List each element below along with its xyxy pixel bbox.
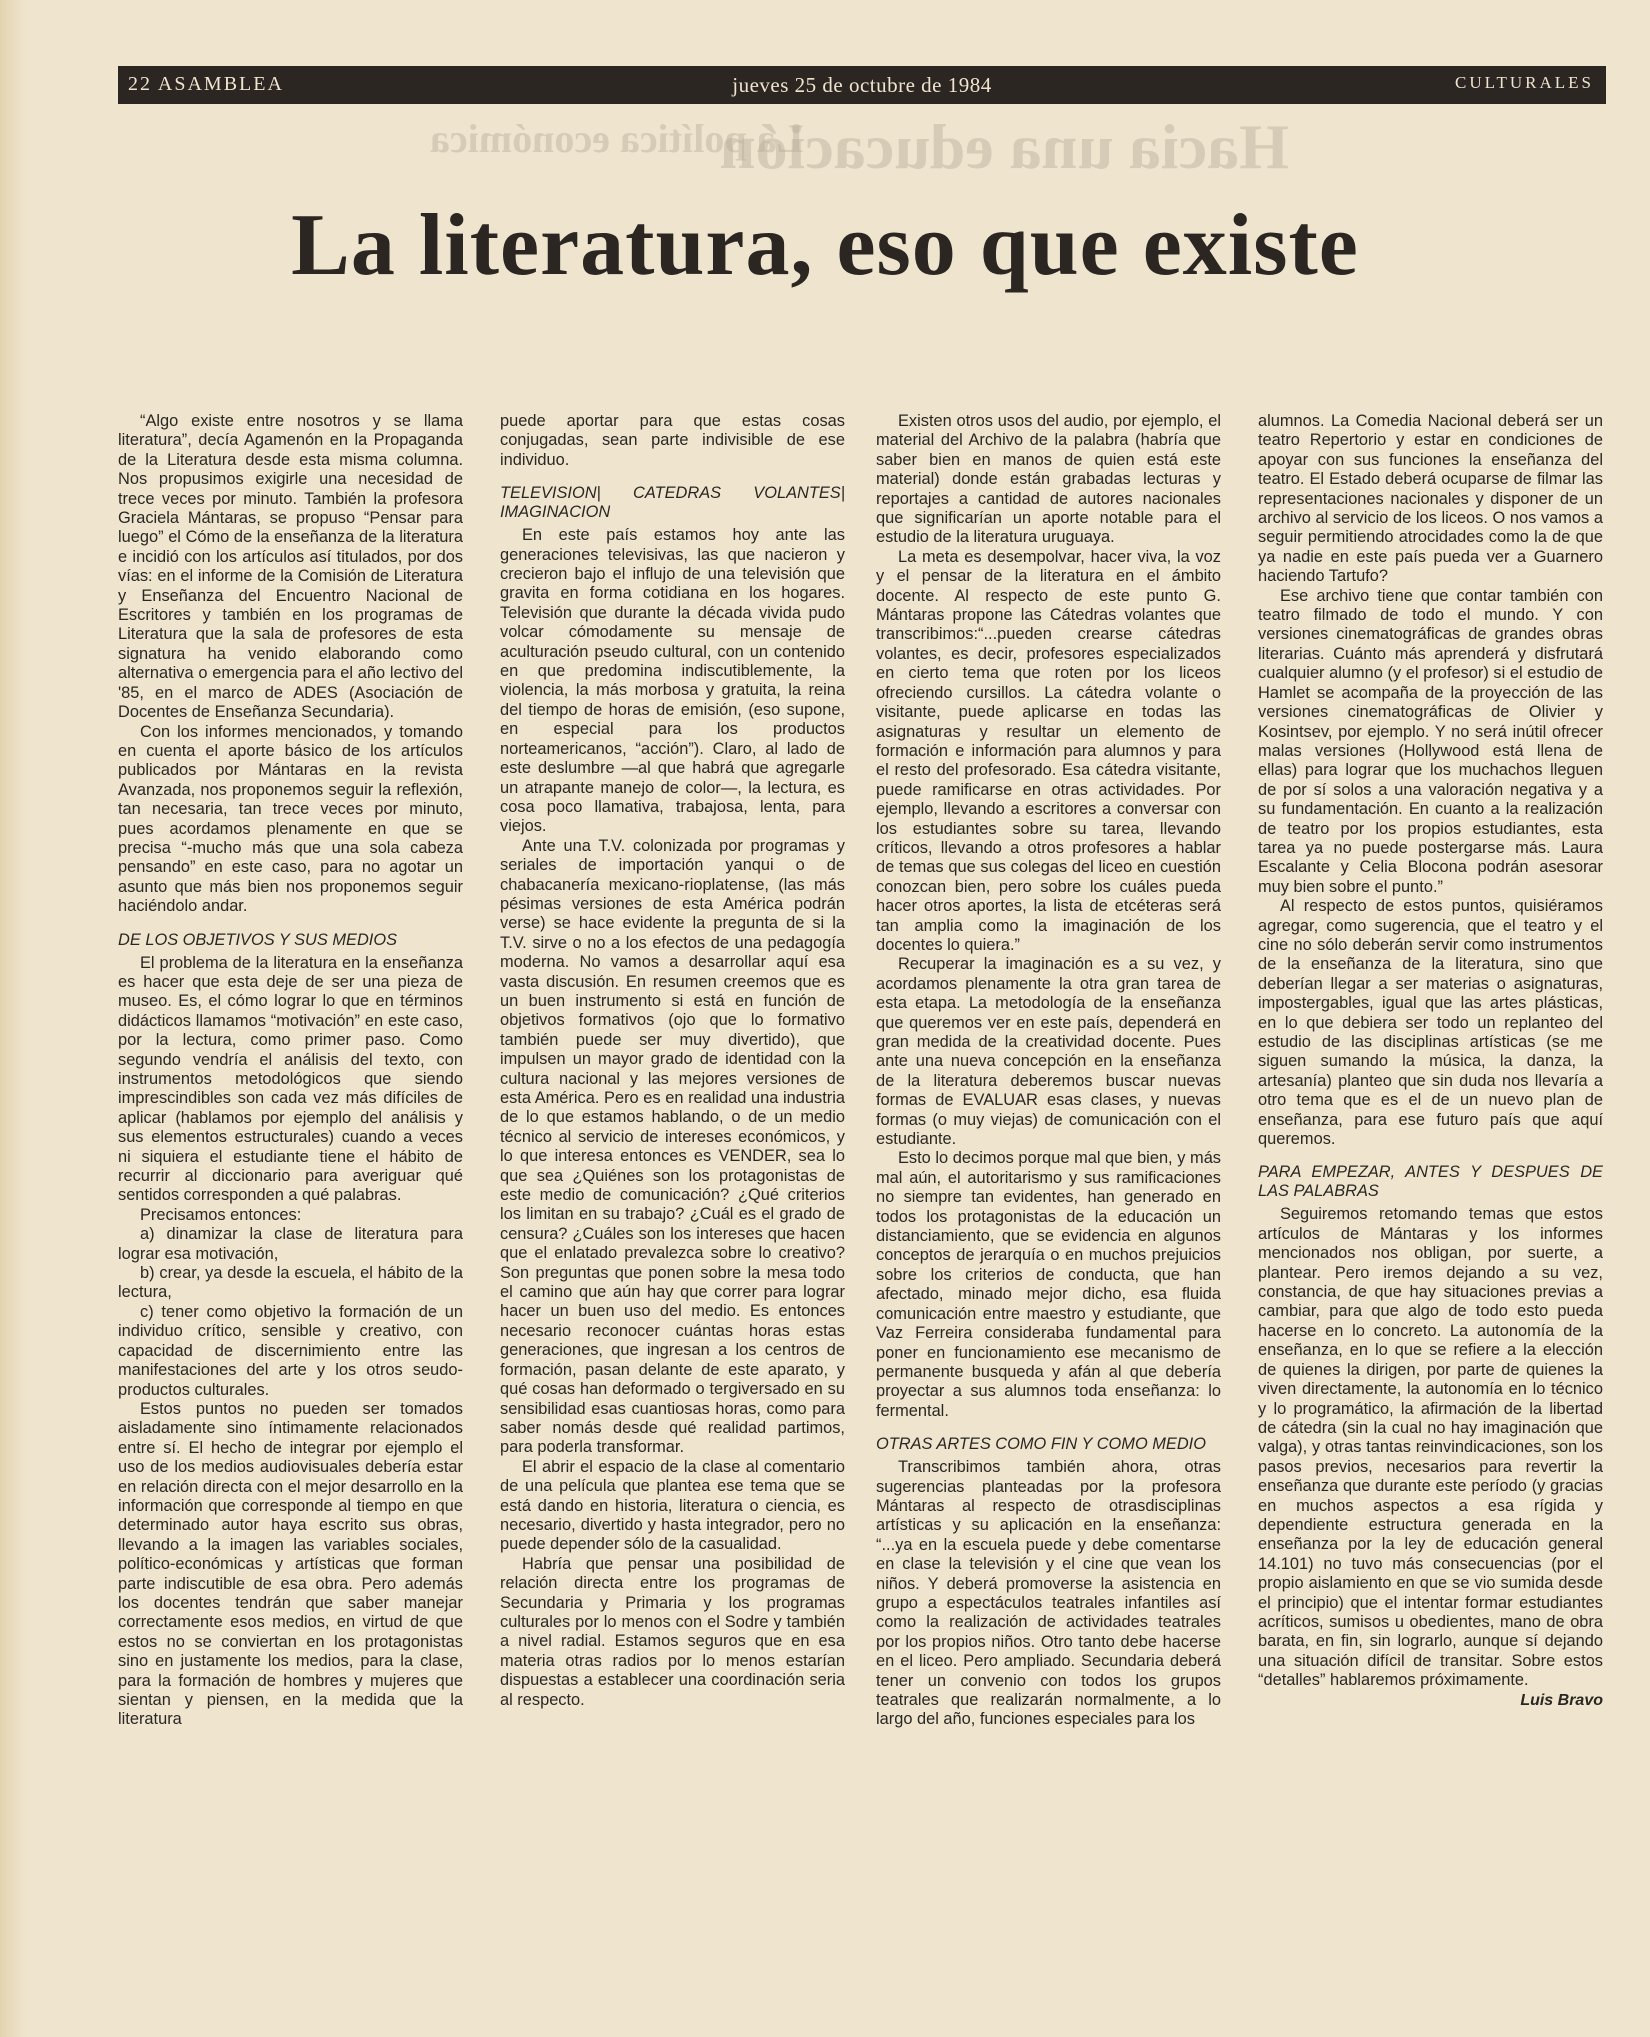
paragraph: a) dinamizar la clase de literatura para lograr esa motivación,	[118, 1225, 463, 1263]
paragraph: Esto lo decimos porque mal que bien, y más mal aún, el autoritarismo y sus ramificaciones no siempre tan evidentes, han generado en todos los protagonistas de la educación un distanciamiento, que se evidencia en algunos conceptos de jerarquía o en muchos prejuicios sobre los criterios de conducta, que han afectado, minado mejor dicho, esa fluida comunicación entre maestro y estudiante, que Vaz Ferreira consideraba fundamental para poner en funcionamiento ese mecanismo de permanente busqueda y afán al que debería proyectar a sus alumnos toda enseñanza: lo fermental.	[876, 1149, 1221, 1420]
page-header	[118, 66, 1606, 104]
paragraph: Seguiremos retomando temas que estos artículos de Mántaras y los informes mencionados nos obligan, por suerte, a plantear. Pero iremos dejando a su vez, constancia, de que hay situaciones previas a cambiar, para que algo de todo esto pueda hacerse en lo concreto. La autonomía de la enseñanza, en lo que se refiere a la elección de quienes la dirigen, por parte de quienes la viven directamente, la autonomía en lo técnico y lo programático, la afirmación de la libertad de cátedra (sin la cual no hay imaginación que valga), y otras tantas reinvindicaciones, son los pasos previos, necesarios para revertir la enseñanza que durante este período (y gracias en muchos aspectos a esa rígida y dependiente estructura generada en la enseñanza por la ley de educación general 14.101) no tuvo más consecuencias (por el propio aislamiento en que se vio sumida desde el principio) que el intentar formar estudiantes acríticos, sumisos u obedientes, mano de obra barata, en fin, sin lograrlo, aunque sí dejando una situación difícil de transitar. Sobre estos “detalles” hablaremos próximamente.	[1258, 1205, 1603, 1690]
paragraph: La meta es desempolvar, hacer viva, la voz y el pensar de la literatura en el ámbito docente. Al respecto de este punto G. Mántaras propone las Cátedras volantes que transcribimos:“...pueden crearse cátedras volantes, es decir, profesores especializados en cierto tema que roten por los liceos ofreciendo cursillos. La cátedra volante o visitante, puede aplicarse en todas las asignaturas y resultar un elemento de formación e información para alumnos y para el resto del profesorado. Esa cátedra visitante, puede ramificarse en otras actividades. Por ejemplo, llevando a escritores a conversar con los estudiantes sobre su tarea, llevando críticos, llevando a otros profesores a hablar de temas que sus colegas del liceo en cuestión conozcan bien, pero sobre los cuáles pueda hacer otros aportes, la lista de etcéteras será tan amplia como la imaginación de los docentes lo quiera.”	[876, 547, 1221, 954]
paragraph: “Algo existe entre nosotros y se llama literatura”, decía Agamenón en la Propaganda de la Literatura desde esta misma columna. Nos propusimos exigirle una necesidad de trece veces por minuto. También la profesora Graciela Mántaras, se propuso “Pensar para luego” el Cómo de la enseñanza de la literatura e incidió con los artículos así titulados, por dos vías: en el informe de la Comisión de Literatura y Enseñanza del Encuentro Nacional de Escritores y también en los programas de Literatura que la sala de profesores de esta signatura ha venido elaborando como alternativa o emergencia para el año lectivo del '85, en el marco de ADES (Asociación de Docentes de Enseñanza Secundaria).	[118, 412, 463, 722]
paragraph: El abrir el espacio de la clase al comentario de una película que plantea ese tema que se está dando en historia, literatura o ciencia, es necesario, divertido y hasta integrador, pero no puede depender sólo de la casualidad.	[500, 1457, 845, 1554]
subheading: OTRAS ARTES COMO FIN Y COMO MEDIO	[876, 1435, 1206, 1454]
paragraph: En este país estamos hoy ante las generaciones televisivas, las que nacieron y crecieron bajo el influjo de una televisión que gravita en forma cotidiana en los hogares. Televisión que durante la década vivida pudo volcar cómodamente su mensaje de aculturación pseudo cultural, con un contenido en que predomina indiscutiblemente, la violencia, la más morbosa y gratuita, la reina del tiempo de horas de emisión, (eso supone, en especial para los productos norteamericanos, “acción”). Claro, al lado de este deslumbre —al que habrá que agregarle un atrapante manejo de color—, la lectura, es cosa poco llamativa, trabajosa, lenta, para viejos.	[500, 526, 845, 836]
article-column-4	[1258, 412, 1603, 1710]
paragraph: El problema de la literatura en la enseñanza es hacer que esta deje de ser una pieza de museo. Es, el cómo lograr lo que en términos didácticos llamamos “motivación” en este caso, por la lectura, como primer paso. Como segundo vendría el análisis del texto, con instrumentos metodológicos que siendo imprescindibles son cada vez más difíciles de aplicar (hablamos por ejemplo del análisis y sus elementos estructurales) cuando a veces ni siquiera el estudiante tiene el hábito de recurrir al diccionario para averiguar qué sentidos corresponden a qué palabras.	[118, 953, 463, 1205]
section-name: CULTURALES	[1455, 73, 1594, 92]
paragraph: Existen otros usos del audio, por ejemplo, el material del Archivo de la palabra (habría que saber bien en manos de quien está este material) donde están grabadas lecturas y reportajes a cantidad de autores nacionales que significarían un aporte notable para el estudio de la literatura uruguaya.	[876, 412, 1221, 547]
page-number-section: 22 ASAMBLEA	[128, 73, 284, 95]
bleed-through-text: Hacia una educación	[720, 111, 1289, 182]
paragraph: Transcribimos también ahora, otras sugerencias planteadas por la profesora Mántaras al respecto de otrasdisciplinas artísticas y su aplicación en la enseñanza: “...ya en la escuela puede y debe comentarse en clase la televisión y el cine que vean los niños. Y deberá promoverse la asistencia en grupo a espectáculos teatrales infantiles así como la realización de actividades teatrales por los propios niños. Otro tanto debe hacerse en el liceo. Pero ampliado. Secundaria deberá tener un convenio con todos los grupos teatrales que realizarán normalmente, a lo largo del año, funciones especiales para los	[876, 1458, 1221, 1729]
author-signature: Luis Bravo	[1520, 1691, 1603, 1709]
paragraph: Ese archivo tiene que contar también con teatro filmado de todo el mundo. Y con versiones cinematográficas de grandes obras literarias. Cuánto más aprenderá y disfrutará cualquier alumno (y el profesor) si el estudio de Hamlet se acompaña de la proyección de las versiones cinematográficas de Olivier y Kosintsev, por ejemplo. Y no será inútil ofrecer malas versiones (Hollywood está llena de ellas) para lograr que los muchachos lleguen de por sí solos a una valoración negativa y a su fundamentación. En cuanto a la realización de teatro por los propios estudiantes, esta tarea ya no puede postergarse más. Laura Escalante y Celia Blocona podrán asesorar muy bien sobre el punto.”	[1258, 586, 1603, 896]
bleed-through-text: La política económica	[430, 116, 804, 161]
paragraph: puede aportar para que estas cosas conjugadas, sean parte indivisible de ese individuo.	[500, 412, 845, 469]
article-column-1	[118, 412, 463, 1730]
subheading: PARA EMPEZAR, ANTES Y DESPUES DE LAS PALABRAS	[1258, 1163, 1603, 1201]
article-column-2	[500, 412, 845, 1710]
paragraph: b) crear, ya desde la escuela, el hábito de la lectura,	[118, 1264, 463, 1302]
paragraph: alumnos. La Comedia Nacional deberá ser un teatro Repertorio y estar en condiciones de apoyar con sus funciones la enseñanza del teatro. El Estado deberá ocuparse de filmar las representaciones nacionales y disponer de un archivo al servicio de los liceos. O nos vamos a seguir permitiendo atrocidades como la de que ya nadie en este país pueda ver a Guarnero haciendo Tartufo?	[1258, 412, 1603, 586]
paragraph: Con los informes mencionados, y tomando en cuenta el aporte básico de los artículos publicados por Mántaras en la revista Avanzada, nos proponemos seguir la reflexión, tan necesaria, tan trece veces por minuto, pues acordamos plenamente en que se precisa “-mucho más que una sola cabeza pensando” en este caso, para no agotar un asunto que más bien nos proponemos seguir haciéndolo andar.	[118, 722, 463, 916]
paragraph: Ante una T.V. colonizada por programas y seriales de importación yanqui o de chabacanería mexicano-rioplatense, (las más pésimas versiones de esta América podrán verse) se hace evidente la pregunta de si la T.V. sirve o no a los efectos de una pedagogía moderna. No vamos a desarrollar aquí esa vasta discusión. En resumen creemos que es un buen instrumento si está en función de objetivos formativos (ojo que lo formativo también puede ser muy divertido), que impulsen un mayor grado de identidad con la cultura nacional y las mejores versiones de esta América. Pero es en realidad una industria de lo que estamos hablando, o de un medio técnico al servicio de intereses económicos, y lo que interesa entonces es VENDER, sea lo que sea ¿Quiénes son los protagonistas de este medio de comunicación? ¿Qué criterios los limitan en su trabajo? ¿Cuál es el grado de censura? ¿Cuáles son los intereses que hacen que el enlatado prevalezca sobre lo creativo? Son preguntas que ponen sobre la mesa todo el camino que aún hay que correr para lograr hacer un buen uso del medio. Es entonces necesario reconocer cuántas horas estas generaciones, que ingresan a los centros de formación, pasan delante de este aparato, y qué cosas han deformado o tergiversado en su sensibilidad esas cuantiosas horas, como para saber nomás desde qué realidad partimos, para poderla transformar.	[500, 836, 845, 1457]
paragraph: Recuperar la imaginación es a su vez, y acordamos plenamente la otra gran tarea de esta etapa. La metodología de la enseñanza que queremos ver en este país, dependerá en gran medida de la creatividad docente. Pues ante una nueva concepción en la enseñanza de la literatura deberemos buscar nuevas formas de EVALUAR esas clases, y nuevas formas (o muy viejas) de comunicación con el estudiante.	[876, 955, 1221, 1149]
paragraph: Habría que pensar una posibilidad de relación directa entre los programas de Secundaria y Primaria y los programas culturales por lo menos con el Sodre y también a nivel radial. Estamos seguros que en esa materia otras radios por lo menos estarían dispuestas a establecer una coordinación seria al respecto.	[500, 1554, 845, 1709]
article-column-3	[876, 412, 1221, 1730]
article-headline: La literatura, eso que existe	[291, 197, 1359, 294]
paragraph: Estos puntos no pueden ser tomados aisladamente sino íntimamente relacionados entre sí. El hecho de integrar por ejemplo el uso de los medios audiovisuales debería estar en relación directa con el mejor desarrollo en la información que corresponde al tiempo en que determinado autor haya escrito sus obras, llevando a la imagen las variables sociales, político-económicas y artísticas que forman parte indiscutible de esa obra. Pero además los docentes tendrán que saber manejar correctamente esos medios, en virtud de que estos no se conviertan en los protagonistas sino en justamente los medios, para la clase, para la formación de hombres y mujeres que sientan y piensen, en la medida que la literatura	[118, 1399, 463, 1729]
paragraph: Precisamos entonces:	[140, 1205, 302, 1224]
paper-edge	[0, 0, 26, 2037]
subheading: TELEVISION| CATEDRAS VOLANTES| IMAGINACION	[500, 484, 845, 522]
paragraph: c) tener como objetivo la formación de un individuo crítico, sensible y creativo, con capacidad de discernimiento entre las manifestaciones del arte y los otros seudo-productos culturales.	[118, 1302, 463, 1399]
subheading: DE LOS OBJETIVOS Y SUS MEDIOS	[118, 930, 398, 949]
issue-date: jueves 25 de octubre de 1984	[732, 73, 992, 97]
paragraph: Al respecto de estos puntos, quisiéramos agregar, como sugerencia, que el teatro y el cine no sólo deberán servir como instrumentos de la enseñanza de la literatura, sino que deberían llegar a ser materias o asignaturas, impostergables, igual que las artes plásticas, en lo que debiera ser todo un replanteo del estudio de las disciplinas artísticas (se me siguen sumando la música, la danza, la artesanía) planteo que sin duda nos llevaría a otro tema que es el de un nuevo plan de enseñanza, para ese futuro país que aquí queremos.	[1258, 897, 1603, 1149]
